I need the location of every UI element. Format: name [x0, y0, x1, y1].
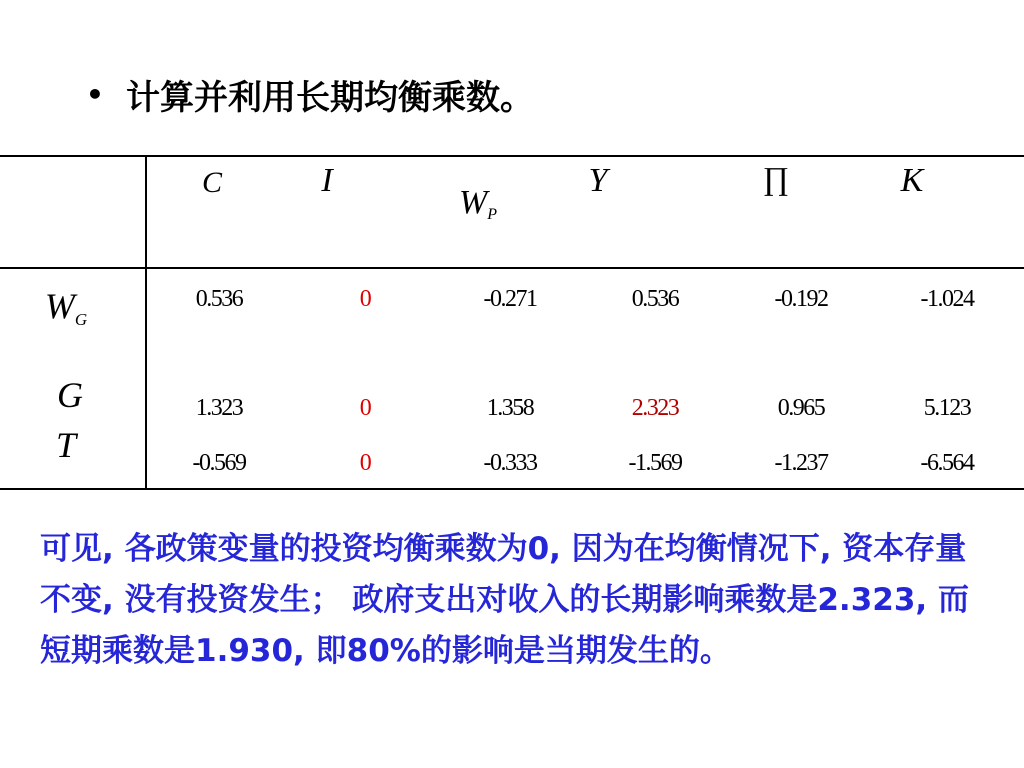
bullet-heading [86, 68, 534, 120]
table-header-rule [0, 267, 1024, 269]
table-cell: 0 [359, 286, 371, 312]
column-header-K: K [900, 162, 924, 199]
table-cell: -6.564 [920, 450, 974, 476]
column-header-WP: $W_P$ [458, 184, 498, 223]
bullet-text: 计算并利用长期均衡乘数。 [126, 77, 534, 118]
column-header-I: I [321, 162, 333, 199]
table-cell: 0.536 [195, 286, 243, 312]
table-cell: -1.024 [920, 286, 974, 312]
row-label-T: T [55, 425, 77, 465]
table-label-divider [145, 156, 147, 490]
column-header-Pi: ∏ [762, 160, 790, 196]
table-cell: 1.323 [195, 395, 243, 421]
row-label-G: G [57, 375, 83, 415]
table-bottom-rule [0, 488, 1024, 490]
table-cell: -1.237 [774, 450, 828, 476]
table-cell: 0 [359, 395, 371, 421]
table-cell-long-run-multiplier: 2.323 [631, 395, 679, 421]
table-cell: -0.192 [774, 286, 828, 312]
bullet-symbol: • [86, 77, 104, 111]
table-cell: 0.965 [777, 395, 825, 421]
table-top-rule [0, 155, 1024, 157]
table-cell: -0.569 [192, 450, 246, 476]
table-cell: -0.271 [483, 286, 537, 312]
table-cell: 5.123 [923, 395, 971, 421]
table-cell: 0.536 [631, 286, 679, 312]
table-cell: -0.333 [483, 450, 537, 476]
table-cell: -1.569 [628, 450, 682, 476]
table-cell: 1.358 [486, 395, 534, 421]
column-header-C: C [201, 166, 223, 199]
column-header-Y: Y [588, 162, 608, 199]
conclusion-paragraph: 可见, 各政策变量的投资均衡乘数为0, 因为在均衡情况下, 资本存量不变, 没有投资发生； 政府支出对收入的长期影响乘数是2.323, 而短期乘数是1.930, 即80%的影响是当期发生的。 [40, 531, 969, 669]
table-cell: 0 [359, 450, 371, 476]
row-label-WG: $W_G$ [44, 286, 88, 329]
